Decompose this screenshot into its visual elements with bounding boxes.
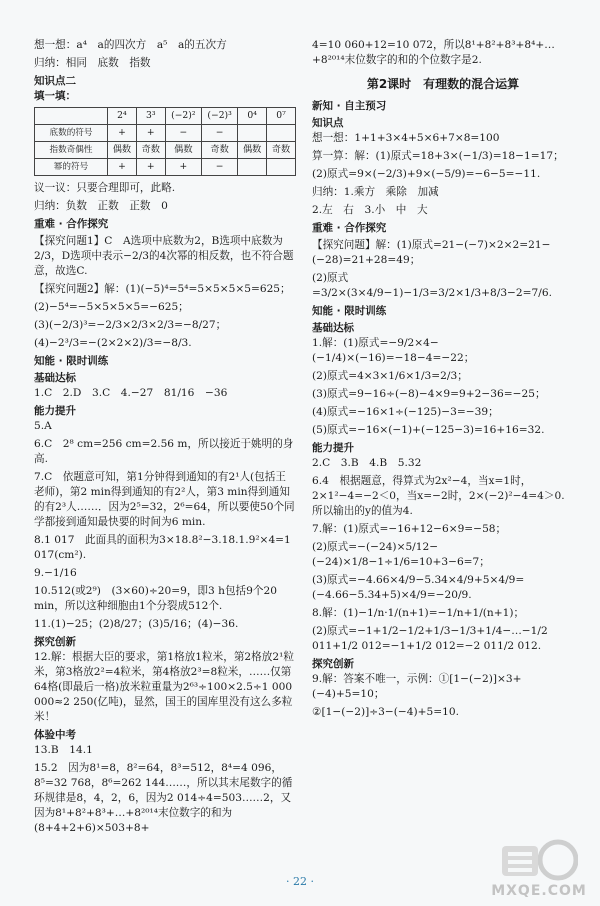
answer-line: 想一想：a⁴ a的四次方 a⁵ a的五次方 [34, 39, 227, 51]
answer-line: 5.A [34, 419, 52, 432]
table-cell: 幂的符号 [35, 158, 108, 175]
answer-line: 7.C 依题意可知，第1分钟得到通知的有2¹人(包括王老师)，第2 min得到通知的有2²人，第3 min得到通知的有2³人……．因为2⁵=32，2⁶=64，所以要使50个同学都接到通知最快要的时间为6 min. [34, 470, 295, 528]
answer-line: 8.解：(1)−1/n·1/(n+1)=−1/n+1/(n+1)； [312, 607, 525, 620]
table-cell: 奇数 [267, 141, 296, 158]
answer-line: 归纳：负数 正数 正数 0 [34, 199, 168, 212]
answer-line: (3)(−2/3)³=−2/3×2/3×2/3=−8/27； [34, 319, 227, 331]
answer-line: 13.B 14.1 [34, 744, 93, 757]
answer-line: (2)原式=4×3×1/6×1/3=2/3； [312, 369, 468, 382]
answer-line: 4=10 060+12=10 072，所以8¹+8²+8³+8⁴+…+8²⁰¹⁴末位数字的和的个位数字是2. [312, 39, 555, 67]
table-cell: + [108, 158, 137, 175]
answer-line: (2)−5⁴=−5×5×5×5=−625； [34, 300, 189, 313]
answer-line: 【探究问题】解：(1)原式=21−(−7)×2×2=21−(−28)=21+28=49； [312, 238, 551, 266]
table-cell: 偶数 [108, 141, 137, 158]
answer-line: 15.2 因为8¹=8，8²=64，8³=512，8⁴=4 096，8⁵=32 768，8⁶=262 144……，所以其末尾数字的循环规律是8，4，2，6，因为2 014÷4=503……2，又因为8¹+8²+8³+…+8²⁰¹⁴末位数字的和为(8+4+2+6)×503+8+ [34, 762, 293, 835]
section-heading: 体验中考 [34, 729, 76, 742]
table-cell: 偶数 [165, 141, 201, 158]
section-heading: 能力提升 [312, 442, 354, 455]
answer-line: (2)原式=3/2×(3×4/9−1)−1/3=3/2×1/3+8/3−2=7/6. [312, 272, 552, 300]
answer-line: (4)−2³/3=−(2×2×2)/3=−8/3. [34, 337, 192, 350]
answer-line: ②[1−(−2)]÷3−(−4)+5=10. [312, 706, 459, 719]
answer-line: (3)原式=9−16÷(−8)−4×9=9+2−36=−25； [312, 388, 546, 400]
answer-line: 议一议：只要合理即可，此略. [34, 181, 176, 194]
answer-line: 12.解：根据大臣的要求，第1格放1粒米，第2格放2¹粒米，第3格放2²=4粒米，第4格放2³=8粒米，……仅第64格(即最后一格)放米粒重量为2⁶³÷100×2.5÷1 000 000≈2 250(亿吨)，显然，国王的国库里没有这么多粒米！ [34, 651, 294, 724]
answer-line: 8.1 017 此面具的面积为3×18.8²−3.18.1.9²×4=1 017(cm²). [34, 534, 291, 562]
section-heading: 知识点二 [34, 75, 76, 88]
table-header-cell: 0⁷ [267, 107, 296, 124]
answer-line: (4)原式=−16×1÷(−125)−3=−39； [312, 406, 499, 419]
section-heading: 知能 · 限时训练 [34, 355, 109, 368]
table-cell [238, 158, 267, 175]
answer-line: (3)原式=−4.66×4/9−5.34×4/9+5×4/9=(−4.66−5.34+5)×4/9=−20/9. [312, 574, 525, 602]
table-header-cell: 0⁴ [238, 107, 267, 124]
section-heading: 重难 · 合作探究 [34, 217, 109, 230]
section-heading: 能力提升 [34, 404, 76, 417]
table-header-cell: (−2)² [165, 107, 201, 124]
table-row [35, 158, 296, 175]
table-cell: + [136, 158, 165, 175]
answer-line: 想一想：1+1+3×4+5×6+7×8=100 [312, 131, 500, 144]
table-row [35, 124, 296, 141]
answer-line: 1.解：(1)原式=−9/2×4−(−1/4)×(−16)=−18−4=−22； [312, 336, 475, 364]
table-cell [267, 158, 296, 175]
answer-line: 算一算：解：(1)原式=18+3×(−1/3)=18−1=17； [312, 149, 564, 162]
table-cell: 底数的符号 [35, 124, 108, 141]
answer-line: 10.512(或2⁹) (3×60)÷20=9，即3 h包括9个20 min，所以这种细胞由1个分裂成512个. [34, 585, 277, 613]
answer-line: 9.−1/16 [34, 567, 77, 580]
section-heading: 基础达标 [34, 371, 76, 384]
table-cell: + [165, 158, 201, 175]
right-column [312, 38, 574, 723]
table-header-cell [35, 107, 108, 124]
answer-line: 【探究问题2】解：(1)(−5)⁴=5⁴=5×5×5×5=625； [34, 282, 291, 295]
table-cell: 偶数 [238, 141, 267, 158]
answer-line: (2)原式=9×(−2/3)+9×(−5/9)=−6−5=−11. [312, 167, 541, 180]
table-row [35, 141, 296, 158]
answer-line: (2)原式=−(−24)×5/12−(−24)×1/8−1÷1/6=10+3−6=7； [312, 541, 490, 569]
table-cell: 指数奇偶性 [35, 141, 108, 158]
table-header-cell: 3³ [136, 107, 165, 124]
section-heading: 知识点 [312, 117, 344, 129]
sign-table [34, 107, 296, 176]
section-heading: 重难 · 合作探究 [312, 222, 387, 235]
answer-line: 归纳：1.乘方 乘除 加减 [312, 186, 439, 198]
table-cell: − [165, 124, 201, 141]
answer-line: 9.解：答案不唯一，示例：①[1−(−2)]×3+(−4)+5=10； [312, 673, 522, 701]
watermark-url: MXQE.COM [491, 883, 587, 899]
answer-line: (2)原式=−1+1/2−1/2+1/3−1/3+1/4−…−1/2 011+1/2 012=−1+1/2 012=−2 011/2 012. [312, 625, 548, 653]
table-cell: 奇数 [136, 141, 165, 158]
section-heading: 知能 · 限时训练 [312, 305, 387, 318]
answer-line: 2.C 3.B 4.B 5.32 [312, 457, 422, 469]
answer-line: 6.4 根据题意，得算式为2x²−4，当x=1时，2×1²−4=−2＜0，当x=−2时，2×(−2)²−4=4＞0.所以输出的y的值为4. [312, 475, 565, 518]
answer-line: 1.C 2.D 3.C 4.−27 81/16 −36 [34, 386, 228, 399]
table-header-cell: 2⁴ [108, 107, 137, 124]
answer-line: 归纳：相同 底数 指数 [34, 57, 151, 70]
section-heading: 探究创新 [312, 658, 354, 671]
section-heading: 探究创新 [34, 636, 76, 649]
left-column [34, 38, 296, 839]
table-cell [238, 124, 267, 141]
table-cell: − [201, 124, 237, 141]
section-heading: 填一填： [34, 89, 76, 102]
section-heading: 新知 · 自主预习 [312, 100, 387, 113]
page-number: · 22 · [286, 875, 314, 888]
table-cell: − [201, 158, 237, 175]
answer-line: 6.C 2⁸ cm=256 cm=2.56 m，所以接近于姚明的身高. [34, 437, 294, 465]
section-heading: 第2课时 有理数的混合运算 [366, 77, 520, 92]
table-cell [267, 124, 296, 141]
table-header-cell: (−2)³ [201, 107, 237, 124]
section-heading: 基础达标 [312, 322, 354, 334]
answer-line: 11.(1)−25；(2)8/27；(3)5/16；(4)−36. [34, 618, 239, 631]
table-cell: + [108, 124, 137, 141]
answer-line: 2.左 右 3.小 中 大 [312, 204, 428, 217]
answer-line: 【探究问题1】C A选项中底数为2，B选项中底数为2/3，D选项中表示−2/3的4次幂的相反数，也不符合题意，故选C. [34, 234, 294, 277]
table-cell: + [136, 124, 165, 141]
table-cell: 奇数 [201, 141, 237, 158]
answer-line: (5)原式=−16×(−1)+(−125−3)=16+16=32. [312, 424, 545, 437]
table-header-row [35, 107, 296, 124]
answer-line: 7.解：(1)原式=−16+12−6×9=−58； [312, 523, 507, 536]
